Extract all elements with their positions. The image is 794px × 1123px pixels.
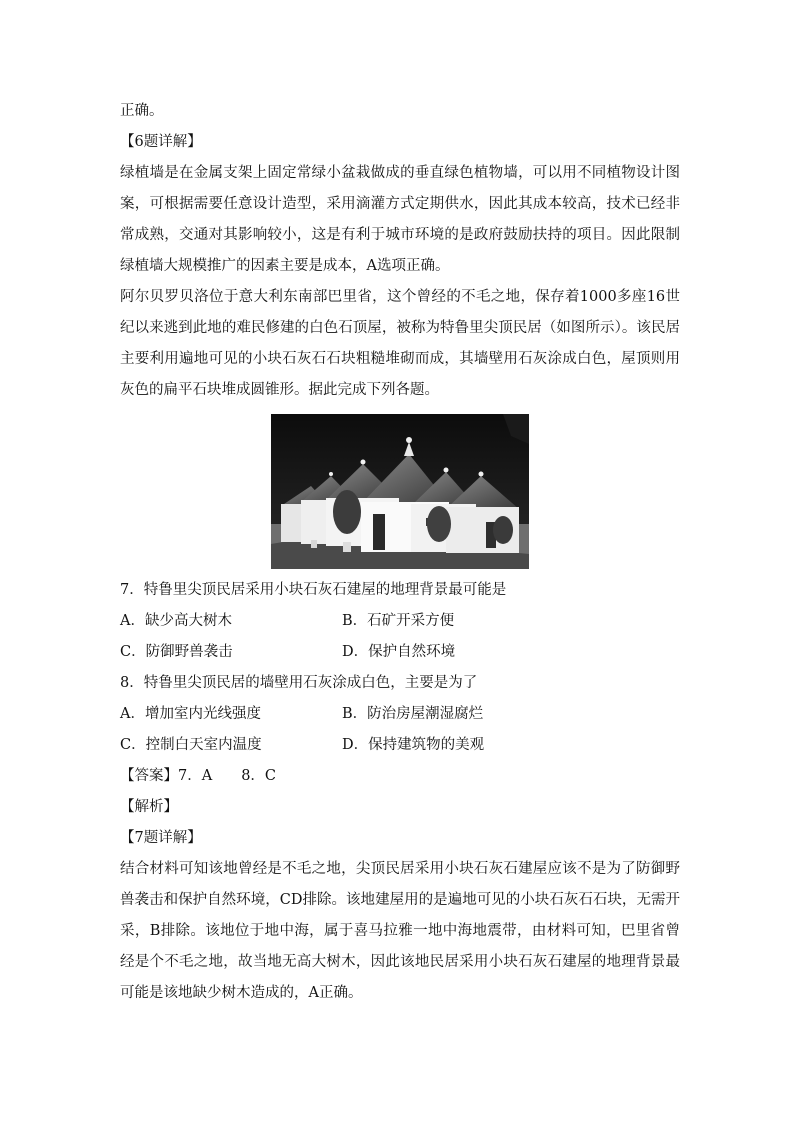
q7-option-a: A．缺少高大树木 [120,613,232,629]
q8-option-d: D．保持建筑物的美观 [342,737,485,753]
document-page [120,96,680,1009]
q6-heading: 【6题详解】 [120,134,202,150]
q7-option-b: B．石矿开采方便 [342,613,455,629]
q7-heading: 【7题详解】 [120,830,202,846]
previous-answer-tail: 正确。 [120,103,164,119]
material-passage: 阿尔贝罗贝洛位于意大利东南部巴里省，这个曾经的不毛之地，保存着1000多座16世纪以来逃到此地的难民修建的白色石顶屋，被称为特鲁里尖顶民居（如图所示）。该民居主要利用遍地可见的小块石灰石石块粗糙堆砌而成，其墙壁用石灰涂成白色，屋顶则用灰色的扁平石块堆成圆锥形。据此完成下列各题。 [120,289,680,398]
figure [120,414,680,569]
q7-explanation: 结合材料可知该地曾经是不毛之地，尖顶民居采用小块石灰石建屋应该不是为了防御野兽袭击和保护自然环境，CD排除。该地建屋用的是遍地可见的小块石灰石石块，无需开采，B排除。该地位于地中海，属于喜马拉雅一地中海地震带，由材料可知，巴里省曾经是个不毛之地，故当地无高大树木，因此该地民居采用小块石灰石建屋的地理背景最可能是该地缺少树木造成的，A正确。 [120,861,680,1001]
question-8-options [120,699,680,761]
q6-explanation: 绿植墙是在金属支架上固定常绿小盆栽做成的垂直绿色植物墙，可以用不同植物设计图案，可根据需要任意设计造型，采用滴灌方式定期供水，因此其成本较高，技术已经非常成熟，交通对其影响较小，这是有利于城市环境的是政府鼓励扶持的项目。因此限制绿植墙大规模推广的因素主要是成本，A选项正确。 [120,165,680,274]
question-8-stem: 8．特鲁里尖顶民居的墙壁用石灰涂成白色，主要是为了 [120,675,478,691]
question-7-options [120,606,680,668]
trulli-photo [271,414,529,569]
q7-option-c: C．防御野兽袭击 [120,644,233,660]
answer-line: 【答案】7．A 8．C [120,768,277,784]
q8-option-c: C．控制白天室内温度 [120,737,262,753]
question-7-stem: 7．特鲁里尖顶民居采用小块石灰石建屋的地理背景最可能是 [120,582,507,598]
q8-option-a: A．增加室内光线强度 [120,706,261,722]
analysis-heading: 【解析】 [120,799,178,815]
q7-option-d: D．保护自然环境 [342,644,456,660]
q8-option-b: B．防治房屋潮湿腐烂 [342,706,484,722]
